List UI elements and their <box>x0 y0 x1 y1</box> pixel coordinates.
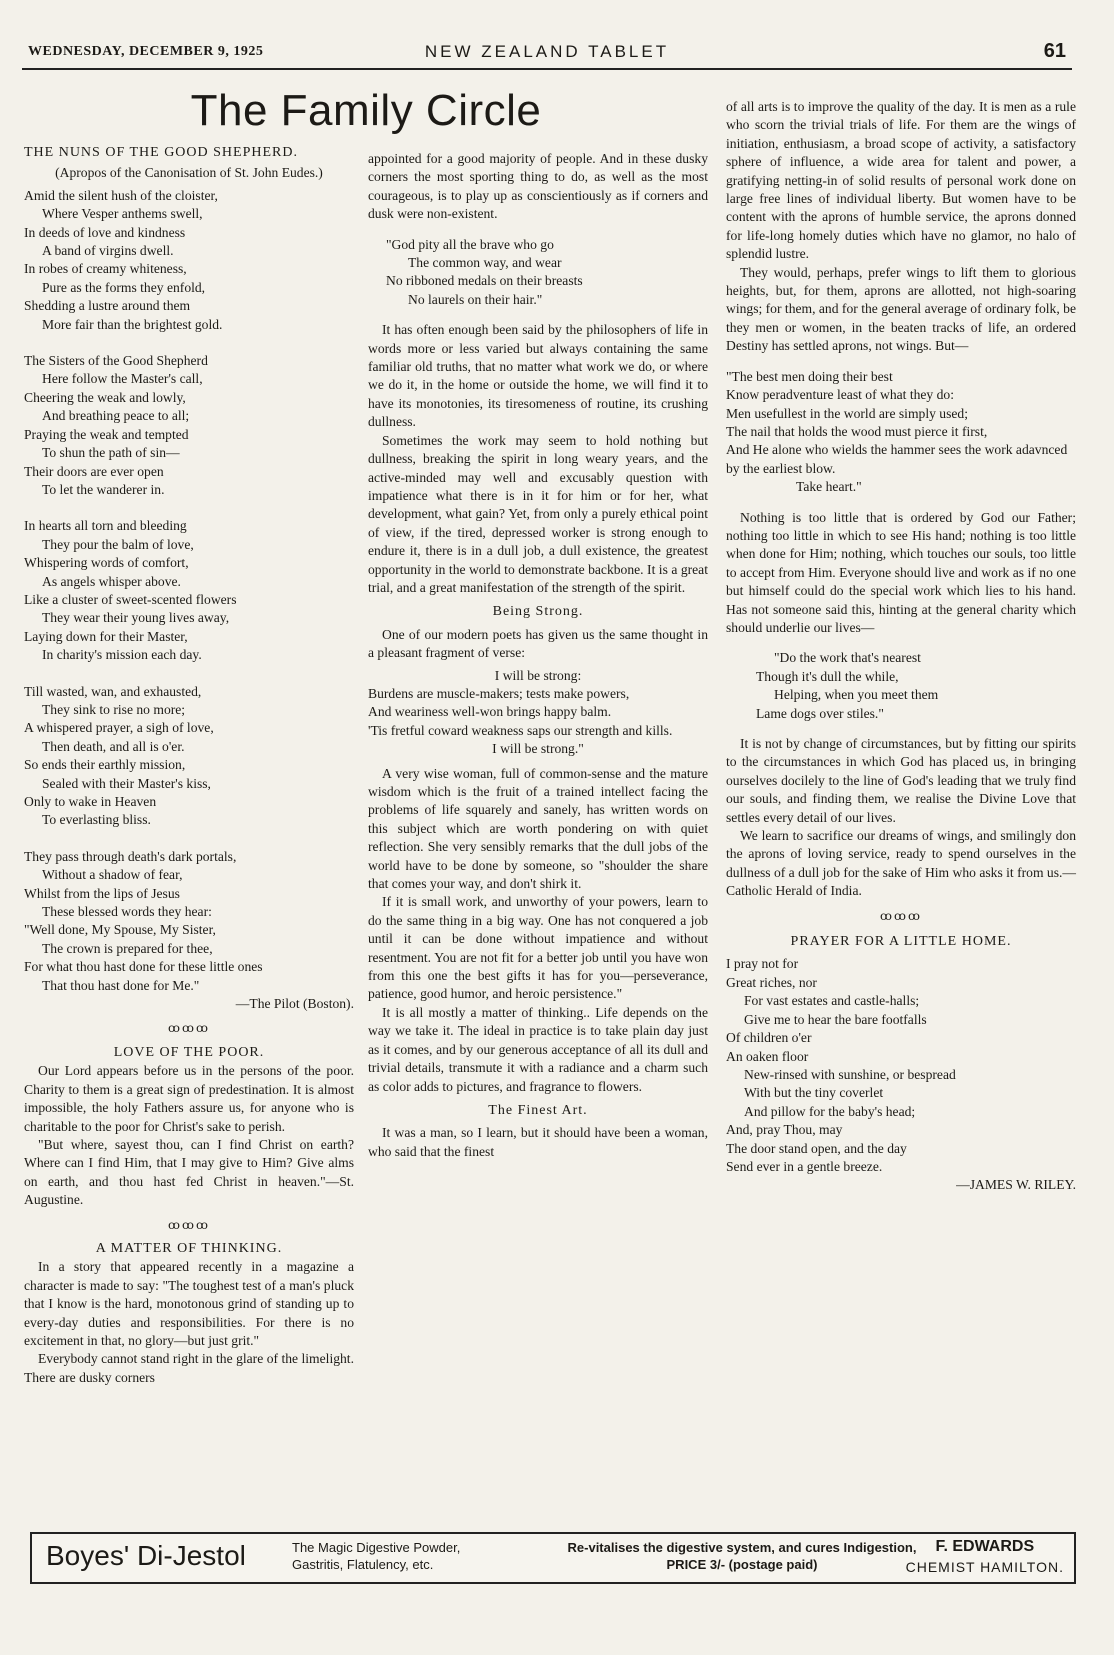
quote-line: 'Tis fretful coward weakness saps our strength and kills. <box>368 722 673 738</box>
nuns-poem <box>24 187 354 995</box>
quote-brave <box>368 236 708 310</box>
thinking-para-3: It has often enough been said by the philosophers of life in words more or less varied but always containing the same familiar old truths, that no matter what work we do, or where we do it, in the home or outside the home, we will find it to have its monotonies, its tiresomeness of routine, its crushing dullness. <box>368 322 708 430</box>
poem-line: That thou hast done for Me." <box>42 977 200 993</box>
prayer-heading: PRAYER FOR A LITTLE HOME. <box>790 934 1012 950</box>
poem-line: Where Vesper anthems swell, <box>42 206 203 222</box>
thinking-para-1: In a story that appeared recently in a magazine a character is made to say: "The toughest test of a man's pluck that I know is the hard, monotonous grind of standing up to every-day duties and responsibilities. For there is no excitement in that, no glory—but just grit." <box>24 1259 354 1348</box>
ad-seller-title: CHEMIST <box>905 1559 976 1575</box>
poem-line: They pour the balm of love, <box>42 536 194 552</box>
poem-line: An oaken floor <box>726 1048 809 1064</box>
nuns-heading: THE NUNS OF THE GOOD SHEPHERD. <box>24 145 298 160</box>
finest-art-para-5: We learn to sacrifice our dreams of wings, and smilingly don the aprons of loving service, ready to spend ourselves in the dullness of a dull job for the sake of Him who asks it from us.—Catholic Herald of India. <box>726 828 1076 899</box>
page-header <box>22 40 1072 70</box>
poem-line: A band of virgins dwell. <box>42 243 174 259</box>
poem-line: New-rinsed with sunshine, or bespread <box>744 1066 956 1082</box>
finest-art-para-4: It is not by change of circumstances, but by fitting our spirits to the circumstances in which God has placed us, in bringing ourselves docilely to the line of God's leading that we truly find our souls, and finding them, we realise the Divine Love that settles every detail of our lives. <box>726 736 1076 825</box>
poem-line: And, pray Thou, may <box>726 1122 843 1138</box>
section-title: The Family Circle <box>190 86 542 135</box>
being-strong-heading: Being Strong. <box>492 604 584 620</box>
nuns-stanza <box>24 517 354 664</box>
quote-line: Take heart." <box>796 479 862 495</box>
poem-line: Give me to hear the bare footfalls <box>744 1011 927 1027</box>
quote-line: No laurels on their hair." <box>408 291 543 307</box>
poem-line: Here follow the Master's call, <box>42 371 203 387</box>
thinking-para-5: A very wise woman, full of common-sense and the mature wisdom which is the fruit of a trained intellect facing the problems of life squarely and sanely, has written words on this subject which are worth pondering on with quiet reflection. She very sensibly remarks that the dull jobs of the world have to be done by someone, so "shoulder the share that comes your way, and don't shirk it. <box>368 765 708 892</box>
quote-line: And weariness well-won brings happy balm. <box>368 704 612 720</box>
poem-line: In hearts all torn and bleeding <box>24 518 187 534</box>
poem-line: I pray not for <box>726 956 799 972</box>
poor-para-1: Our Lord appears before us in the persons of the poor. Charity to them is a great sign of predestination. It is almost impossible, the holy Fathers assure us, for anyone who is charitable to the poor for Christ's sake to perish. <box>24 1063 354 1134</box>
poem-line: To everlasting bliss. <box>42 812 151 828</box>
quote-work <box>726 649 1076 723</box>
poem-line: As angels whisper above. <box>42 573 181 589</box>
poem-line: Pure as the forms they enfold, <box>42 279 206 295</box>
quote-line: I will be strong: <box>494 667 582 683</box>
quote-line: The common way, and wear <box>408 255 562 271</box>
nuns-stanza <box>24 683 354 830</box>
ornament-divider: ꝏꝏꝏ <box>168 1217 210 1232</box>
thinking-continued: appointed for a good majority of people. And in these dusky corners the most sporting thing to do, as well as the most courageous, is to play up as conscientiously as if corners and dusk were non-existent. <box>368 151 708 222</box>
poem-line: In deeds of love and kindness <box>24 224 186 240</box>
quote-line: I will be strong." <box>492 741 584 757</box>
thinking-heading: A MATTER OF THINKING. <box>95 1240 283 1256</box>
poem-line: They sink to rise no more; <box>42 701 186 717</box>
poem-line: To let the wanderer in. <box>42 481 165 497</box>
quote-line: Though it's dull the while, <box>756 668 899 684</box>
poem-line: For vast estates and castle-halls; <box>744 993 920 1009</box>
ornament-divider: ꝏꝏꝏ <box>880 908 922 923</box>
quote-line: Helping, when you meet them <box>774 687 939 703</box>
poem-line: Cheering the weak and lowly, <box>24 389 186 405</box>
poem-line: Laying down for their Master, <box>24 628 188 644</box>
poem-line: Till wasted, wan, and exhausted, <box>24 683 202 699</box>
ad-seller-name: F. EDWARDS <box>935 1538 1035 1555</box>
finest-art-para-3: Nothing is too little that is ordered by God our Father; nothing too little in which to see His hand; nothing is too little when done for Him; nothing, which touches our souls, too little to accept from Him. Everyone should live and work as if no one but himself could do the special work which lies to his hand. Has not someone said this, hinting at the general charity which should underlie our lives— <box>726 509 1076 635</box>
poem-line: "Well done, My Spouse, My Sister, <box>24 922 216 938</box>
ad-brand: Boyes' Di-Jestol <box>46 1540 246 1571</box>
poem-line: These blessed words they hear: <box>42 904 212 920</box>
finest-art-para-2: They would, perhaps, prefer wings to lift them to glorious heights, but, for them, aprons are allotted, not high-soaring wings; for them, and for the general average of ordinary folk, be they men or women, in the beaten tracks of life, an ordered Destiny has settled aprons, not wings. But— <box>726 264 1076 354</box>
poem-line: Whilst from the lips of Jesus <box>24 885 180 901</box>
poor-para-2: "But where, sayest thou, can I find Christ on earth? Where can I find Him, that I may give to Him? Give alms on earth, and thou hast fed Christ in heaven."—St. Augustine. <box>24 1136 354 1208</box>
poem-line: For what thou hast done for these little ones <box>24 959 263 975</box>
nuns-stanza <box>24 187 354 334</box>
quote-line: "The best men doing their best <box>726 368 893 384</box>
issue-date: WEDNESDAY, DECEMBER 9, 1925 <box>28 44 264 59</box>
thinking-para-7: It is all mostly a matter of thinking.. Life depends on the way we take it. The ideal in practice is to take plain day just as it comes, and by our generous acceptance of all its dull and trivial details, transmute it with a radiance and a charm such as color adds to pictures, and fragrance to flowers. <box>368 1004 708 1094</box>
poem-line: To shun the path of sin— <box>42 445 180 461</box>
ad-desc-line-1: The Magic Digestive Powder, <box>292 1540 461 1555</box>
poem-line: They wear their young lives away, <box>42 610 230 626</box>
quote-line: "God pity all the brave who go <box>386 236 554 252</box>
poem-line: A whispered prayer, a sigh of love, <box>24 720 214 736</box>
quote-line: And He alone who wields the hammer sees the work adavnced by the earliest blow. <box>726 442 1068 476</box>
finest-art-heading: The Finest Art. <box>488 1102 588 1118</box>
quote-line: The nail that holds the wood must pierce it first, <box>726 423 988 439</box>
quote-line: Know peradventure least of what they do: <box>726 387 955 403</box>
ad-claim-text: Re-vitalises the digestive system, and cures Indigestion, <box>567 1540 917 1555</box>
column-2 <box>368 150 708 1161</box>
poem-line: More fair than the brightest gold. <box>42 316 223 332</box>
ad-price: PRICE 3/- (postage paid) <box>666 1557 818 1572</box>
poem-line: And pillow for the baby's head; <box>744 1103 916 1119</box>
poem-line: Then death, and all is o'er. <box>42 738 185 754</box>
thinking-para-6: If it is small work, and unworthy of your powers, learn to do the same thing in a big way. One has not conquered a job until it can be done without impatience and without resentment. You are not fit for a better job until you have won from this one the best gifts it has for you—perseverance, patience, good humor, and heroic persistence." <box>368 894 708 1002</box>
thinking-para-4: Sometimes the work may seem to hold nothing but dullness, breaking the spirit in long weary years, and the active-minded may well and excusably question with impatience what there is in it for him or for her, what development, what gain? Yet, from only a purely ethical point of view, if the tired, depressed worker is strong enough to endure it, there is in a dull job, a dull existence, the greatest opportunity in the world to demonstrate backbone. It is a great trial, and a great manifestation of the strength of the spirit. <box>368 432 708 595</box>
quote-line: No ribboned medals on their breasts <box>386 273 583 289</box>
poem-line: So ends their earthly mission, <box>24 757 186 773</box>
poem-line: Only to wake in Heaven <box>24 794 157 809</box>
poem-line: Whispering words of comfort, <box>24 555 189 571</box>
page-number: 61 <box>1043 40 1066 62</box>
poem-line: Praying the weak and tempted <box>24 426 189 442</box>
quote-line: "Do the work that's nearest <box>774 650 921 666</box>
ad-seller-town: HAMILTON. <box>980 1559 1064 1575</box>
newspaper-name: NEW ZEALAND TABLET <box>424 42 670 61</box>
column-1 <box>24 144 354 1387</box>
quote-strong <box>368 667 708 759</box>
nuns-stanza <box>24 848 354 995</box>
ad-seller <box>906 1537 1064 1578</box>
column-3 <box>726 98 1076 1195</box>
quote-line: Men usefullest in the world are simply used; <box>726 405 968 421</box>
poem-line: Of children o'er <box>726 1030 812 1046</box>
finest-art-para-1: of all arts is to improve the quality of the day. It is men as a rule who scorn the trivial trials of life. For them are the wings of initiation, enthusiasm, a broad scope of activity, a satisfactory sphere of influence, a wide area for talent and power, a gratifying netting-in of solid results of personal work done on large free lines of individual liberty. But women have to be content with the aprons of humble service, the aprons donned for life-long homely duties which have no glamor, no halo of splendid lustre. <box>726 99 1076 262</box>
nuns-attribution: —The Pilot (Boston). <box>235 996 354 1012</box>
prayer-poem <box>726 955 1076 1176</box>
poem-line: In robes of creamy whiteness, <box>24 261 187 277</box>
poem-line: Their doors are ever open <box>24 463 164 479</box>
poem-line: The Sisters of the Good Shepherd <box>24 353 208 369</box>
advertisement-banner <box>30 1532 1076 1584</box>
poem-line: The door stand open, and the day <box>726 1140 907 1156</box>
ornament-divider: ꝏꝏꝏ <box>168 1021 210 1036</box>
poem-line: They pass through death's dark portals, <box>24 848 237 864</box>
prayer-attribution: —JAMES W. RILEY. <box>956 1177 1076 1193</box>
poem-line: Sealed with their Master's kiss, <box>42 775 211 791</box>
nuns-stanza <box>24 352 354 499</box>
ad-desc-line-2: Gastritis, Flatulency, etc. <box>292 1557 434 1572</box>
ad-description <box>292 1539 460 1573</box>
quote-line: Burdens are muscle-makers; tests make powers, <box>368 685 630 701</box>
poem-line: And breathing peace to all; <box>42 408 190 424</box>
quote-line: Lame dogs over stiles." <box>756 705 884 721</box>
poor-heading: LOVE OF THE POOR. <box>113 1044 265 1060</box>
thinking-para-2: Everybody cannot stand right in the glare of the limelight. There are dusky corners <box>24 1351 354 1385</box>
poem-line: In charity's mission each day. <box>42 647 202 663</box>
poem-line: With but the tiny coverlet <box>744 1085 884 1101</box>
poem-line: Shedding a lustre around them <box>24 298 191 314</box>
nuns-subtitle: (Apropos of the Canonisation of St. John Eudes.) <box>55 165 323 181</box>
poem-line: Without a shadow of fear, <box>42 867 183 883</box>
poem-line: Send ever in a gentle breeze. <box>726 1158 883 1174</box>
poem-line: Amid the silent hush of the cloister, <box>24 187 218 203</box>
finest-art-start: It was a man, so I learn, but it should have been a woman, who said that the finest <box>368 1125 708 1159</box>
being-strong-intro: One of our modern poets has given us the same thought in a pleasant fragment of verse: <box>368 626 708 661</box>
poem-line: Great riches, nor <box>726 974 817 990</box>
quote-best-men <box>726 368 1076 497</box>
poem-line: The crown is prepared for thee, <box>42 940 213 956</box>
poem-line: Like a cluster of sweet-scented flowers <box>24 591 237 607</box>
ad-claim <box>542 1539 942 1573</box>
